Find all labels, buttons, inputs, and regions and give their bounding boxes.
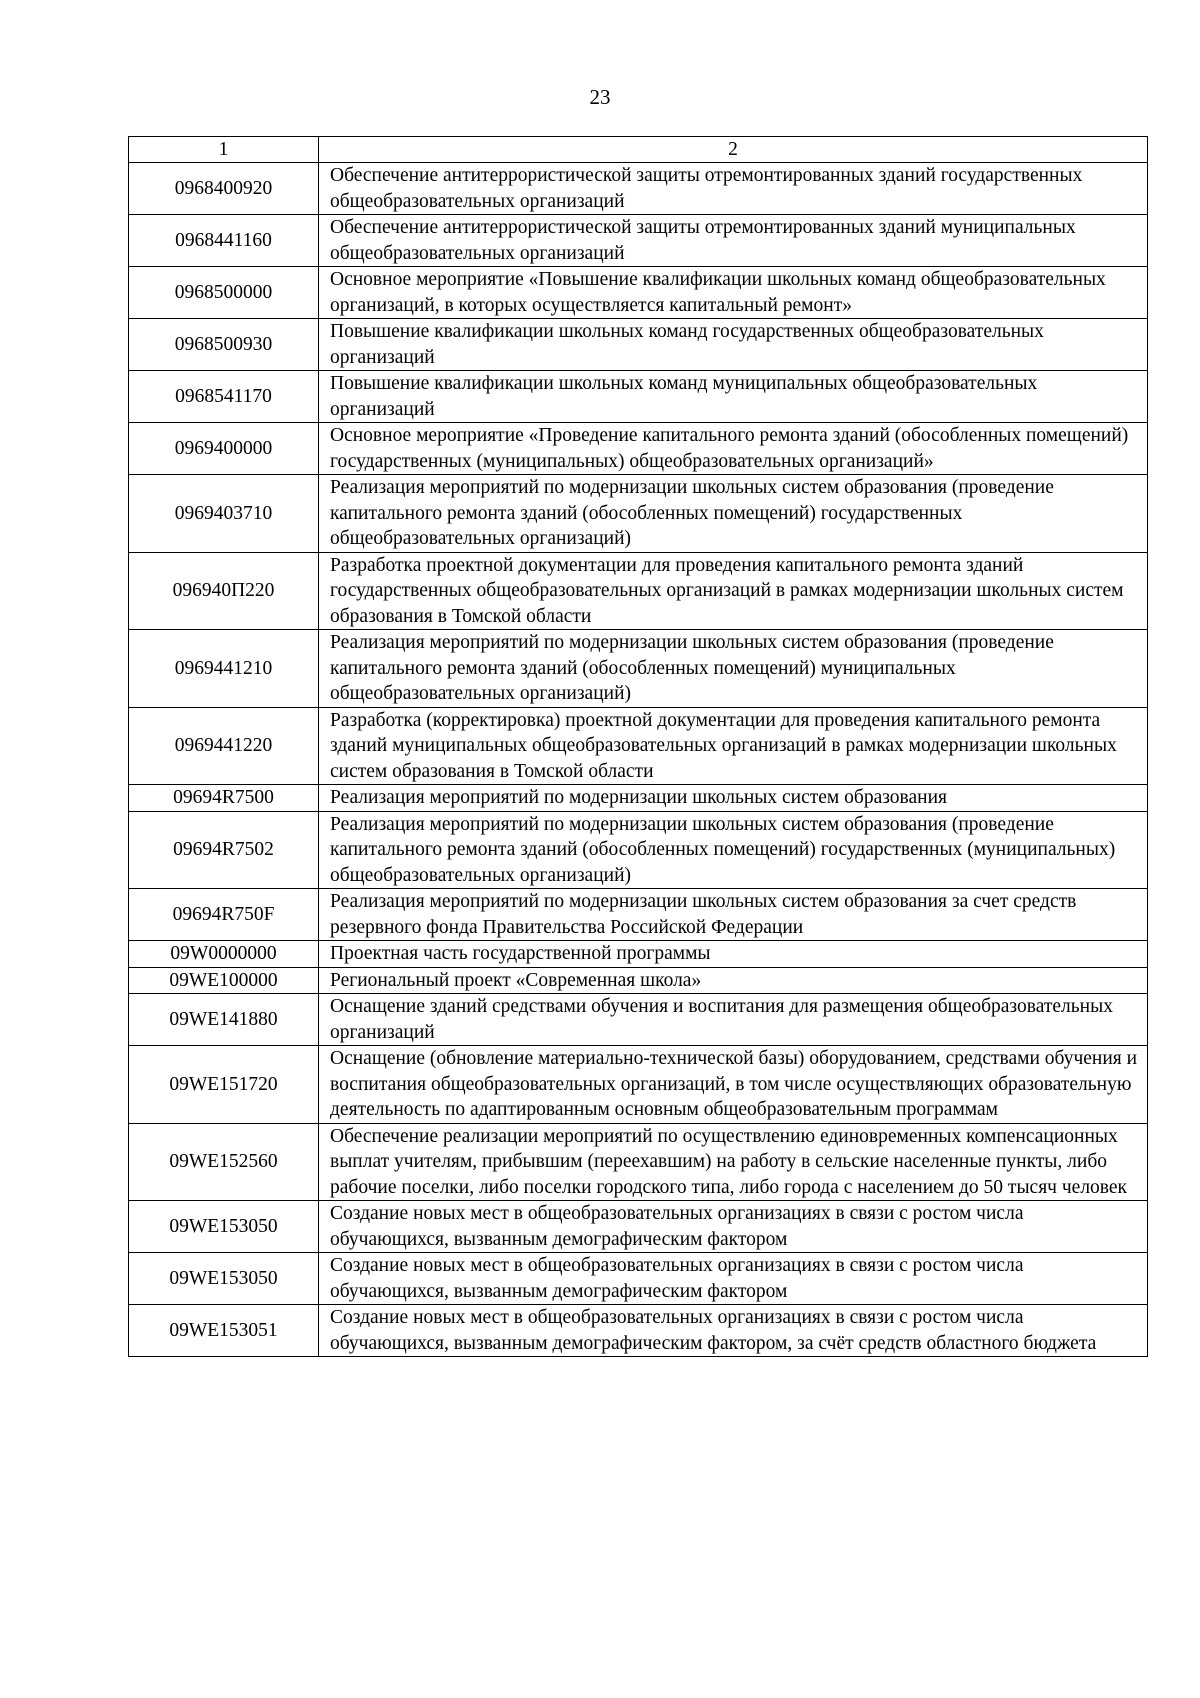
row-description: Оснащение зданий средствами обучения и воспитания для размещения общеобразовательных организаций — [319, 994, 1148, 1046]
table-row — [129, 1253, 1148, 1305]
table-row — [129, 475, 1148, 553]
row-description: Разработка проектной документации для проведения капитального ремонта зданий государственных общеобразовательных организаций в рамках модернизации школьных систем образования в Томской области — [319, 552, 1148, 630]
row-code: 09WE153050 — [129, 1201, 319, 1253]
row-code: 0969441210 — [129, 630, 319, 708]
row-description: Создание новых мест в общеобразовательных организациях в связи с ростом числа обучающихся, вызванным демографическим фактором — [319, 1253, 1148, 1305]
row-description: Региональный проект «Современная школа» — [319, 967, 1148, 994]
table-row — [129, 994, 1148, 1046]
table-row — [129, 552, 1148, 630]
row-description: Реализация мероприятий по модернизации школьных систем образования — [319, 785, 1148, 812]
table-row — [129, 423, 1148, 475]
table-row — [129, 941, 1148, 968]
row-description: Реализация мероприятий по модернизации школьных систем образования за счет средств резервного фонда Правительства Российской Федерации — [319, 889, 1148, 941]
table-header-row — [129, 137, 1148, 163]
row-code: 0969441220 — [129, 707, 319, 785]
row-code: 09WE153050 — [129, 1253, 319, 1305]
table-row — [129, 630, 1148, 708]
table-row — [129, 889, 1148, 941]
row-description: Обеспечение реализации мероприятий по осуществлению единовременных компенсационных выплат учителям, прибывшим (переехавшим) на работу в сельские населенные пункты, либо рабочие поселки, либо поселки городского типа, либо города с населением до 50 тысяч человек — [319, 1123, 1148, 1201]
row-code: 096940П220 — [129, 552, 319, 630]
table-row — [129, 1046, 1148, 1124]
row-code: 09WE100000 — [129, 967, 319, 994]
classification-table — [128, 136, 1148, 1357]
row-description: Повышение квалификации школьных команд государственных общеобразовательных организаций — [319, 319, 1148, 371]
row-description: Оснащение (обновление материально-технической базы) оборудованием, средствами обучения и воспитания общеобразовательных организаций, в том числе осуществляющих образовательную деятельность по адаптированным основным общеобразовательным программам — [319, 1046, 1148, 1124]
row-code: 0968500000 — [129, 267, 319, 319]
table-row — [129, 707, 1148, 785]
table-row — [129, 1201, 1148, 1253]
column-header-2: 2 — [319, 137, 1148, 163]
row-code: 09WE151720 — [129, 1046, 319, 1124]
table-row — [129, 811, 1148, 889]
row-description: Проектная часть государственной программы — [319, 941, 1148, 968]
row-description: Разработка (корректировка) проектной документации для проведения капитального ремонта зданий муниципальных общеобразовательных организаций в рамках модернизации школьных систем образования в Томской области — [319, 707, 1148, 785]
table-row — [129, 319, 1148, 371]
row-description: Обеспечение антитеррористической защиты отремонтированных зданий государственных общеобразовательных организаций — [319, 163, 1148, 215]
table-row — [129, 785, 1148, 812]
row-description: Основное мероприятие «Повышение квалификации школьных команд общеобразовательных организаций, в которых осуществляется капитальный ремонт» — [319, 267, 1148, 319]
row-description: Реализация мероприятий по модернизации школьных систем образования (проведение капитального ремонта зданий (обособленных помещений) государственных (муниципальных) общеобразовательных организаций) — [319, 811, 1148, 889]
row-description: Основное мероприятие «Проведение капитального ремонта зданий (обособленных помещений) государственных (муниципальных) общеобразовательных организаций» — [319, 423, 1148, 475]
row-description: Реализация мероприятий по модернизации школьных систем образования (проведение капитального ремонта зданий (обособленных помещений) муниципальных общеобразовательных организаций) — [319, 630, 1148, 708]
table-row — [129, 371, 1148, 423]
row-code: 0968541170 — [129, 371, 319, 423]
row-description: Повышение квалификации школьных команд муниципальных общеобразовательных организаций — [319, 371, 1148, 423]
row-code: 09WE141880 — [129, 994, 319, 1046]
table-row — [129, 163, 1148, 215]
row-code: 09694R7500 — [129, 785, 319, 812]
table-row — [129, 267, 1148, 319]
row-code: 0968400920 — [129, 163, 319, 215]
row-code: 09694R7502 — [129, 811, 319, 889]
table-row — [129, 1123, 1148, 1201]
row-code: 09694R750F — [129, 889, 319, 941]
table-row — [129, 1305, 1148, 1357]
page-number: 23 — [589, 85, 611, 109]
table-row — [129, 967, 1148, 994]
row-code: 0968441160 — [129, 215, 319, 267]
row-description: Реализация мероприятий по модернизации школьных систем образования (проведение капитального ремонта зданий (обособленных помещений) государственных общеобразовательных организаций) — [319, 475, 1148, 553]
row-description: Создание новых мест в общеобразовательных организациях в связи с ростом числа обучающихся, вызванным демографическим фактором, за счёт средств областного бюджета — [319, 1305, 1148, 1357]
table-row — [129, 215, 1148, 267]
row-description: Создание новых мест в общеобразовательных организациях в связи с ростом числа обучающихся, вызванным демографическим фактором — [319, 1201, 1148, 1253]
row-code: 09WE153051 — [129, 1305, 319, 1357]
row-code: 0969400000 — [129, 423, 319, 475]
row-code: 0969403710 — [129, 475, 319, 553]
column-header-1: 1 — [129, 137, 319, 163]
row-code: 0968500930 — [129, 319, 319, 371]
row-code: 09WE152560 — [129, 1123, 319, 1201]
row-code: 09W0000000 — [129, 941, 319, 968]
row-description: Обеспечение антитеррористической защиты отремонтированных зданий муниципальных общеобразовательных организаций — [319, 215, 1148, 267]
